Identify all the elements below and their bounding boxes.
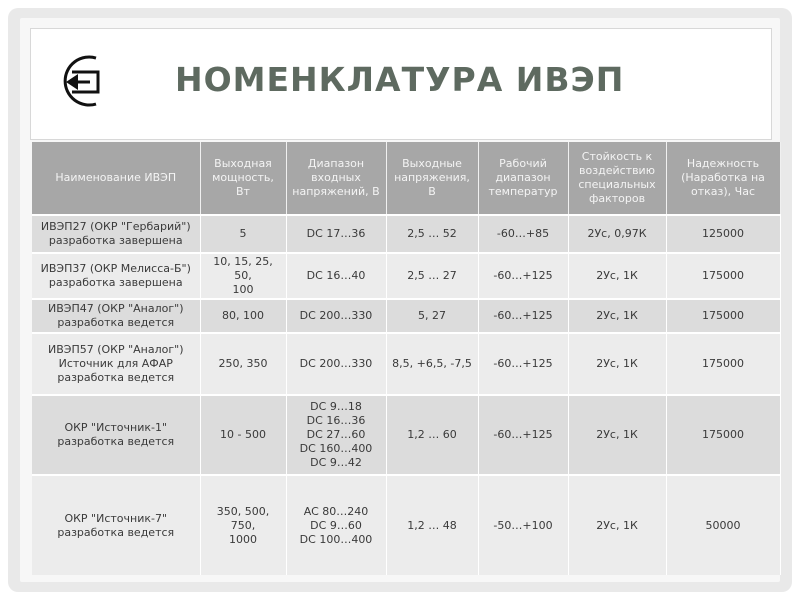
table-row <box>32 215 780 253</box>
cell-resistance: 2Ус, 0,97К <box>568 215 666 253</box>
cell-name-line: Источник для АФАР <box>58 357 173 370</box>
cell-name-line: разработка ведется <box>57 525 175 539</box>
table-row <box>32 299 780 333</box>
header-reliability: Надежность (Наработка на отказ), Час <box>666 142 780 215</box>
cell-output-voltage: 1,2 … 48 <box>386 475 478 575</box>
cell-name-line: ИВЭП27 (ОКР "Гербарий") <box>40 220 191 233</box>
cell-output-voltage: 2,5 … 27 <box>386 253 478 299</box>
header-resistance: Стойкость к воздействию специальных факторов <box>568 142 666 215</box>
cell-name-line: разработка ведется <box>57 435 175 448</box>
cell-input-voltage-line: DC 9…18 <box>310 400 362 413</box>
cell-output-voltage: 5, 27 <box>386 299 478 333</box>
cell-power-line: 10, 15, 25, 50, <box>213 255 273 282</box>
cell-name-line: разработка ведется <box>57 316 175 329</box>
cell-output-voltage: 8,5, +6,5, -7,5 <box>386 333 478 395</box>
cell-input-voltage-line: DC 16…36 <box>306 414 366 427</box>
cell-reliability: 50000 <box>666 475 780 575</box>
company-logo-arrow-icon <box>52 52 106 110</box>
cell-input-voltage <box>286 299 386 333</box>
cell-name-line: разработка завершена <box>48 276 183 289</box>
cell-reliability: 175000 <box>666 333 780 395</box>
cell-input-voltage <box>286 253 386 299</box>
table-header-row <box>32 142 780 215</box>
table-row <box>32 333 780 395</box>
cell-power-line: 350, 500, 750, <box>216 504 270 532</box>
cell-name-line: ИВЭП37 (ОКР Мелисса-Б") <box>40 262 191 275</box>
cell-input-voltage-line: DC 9…60 <box>310 518 362 532</box>
cell-temperature: -60…+85 <box>478 215 568 253</box>
cell-name <box>32 299 200 333</box>
cell-name <box>32 395 200 475</box>
cell-input-voltage-line: DC 16…40 <box>306 269 366 282</box>
cell-power-line: 250, 350 <box>218 357 268 370</box>
cell-power-line: 10 - 500 <box>220 428 266 441</box>
cell-power <box>200 299 286 333</box>
cell-power <box>200 253 286 299</box>
header-temperature: Рабочий диапазон температур <box>478 142 568 215</box>
header-power: Выходная мощность, Вт <box>200 142 286 215</box>
cell-name-line: разработка завершена <box>48 234 183 247</box>
cell-temperature: -50…+100 <box>478 475 568 575</box>
cell-reliability: 175000 <box>666 253 780 299</box>
cell-output-voltage: 2,5 … 52 <box>386 215 478 253</box>
cell-input-voltage <box>286 215 386 253</box>
cell-input-voltage <box>286 475 386 575</box>
table-row <box>32 253 780 299</box>
cell-input-voltage <box>286 395 386 475</box>
cell-temperature: -60…+125 <box>478 253 568 299</box>
cell-name-line: ИВЭП57 (ОКР "Аналог") <box>47 343 184 356</box>
cell-name-line: ИВЭП47 (ОКР "Аналог") <box>47 302 184 315</box>
cell-name <box>32 333 200 395</box>
nomenclature-table <box>32 142 781 575</box>
cell-input-voltage-line: DC 100…400 <box>299 532 373 546</box>
cell-reliability: 175000 <box>666 299 780 333</box>
header-input-voltage: Диапазон входных напряжений, В <box>286 142 386 215</box>
page-title: НОМЕНКЛАТУРА ИВЭП <box>175 60 625 99</box>
cell-resistance: 2Ус, 1К <box>568 475 666 575</box>
table-row <box>32 395 780 475</box>
header-output-voltage: Выходные напряжения, В <box>386 142 478 215</box>
cell-name <box>32 475 200 575</box>
cell-input-voltage-line: DC 9…42 <box>310 456 362 469</box>
cell-input-voltage-line: DC 27…60 <box>306 428 366 441</box>
cell-name <box>32 253 200 299</box>
cell-power <box>200 395 286 475</box>
cell-temperature: -60…+125 <box>478 395 568 475</box>
cell-input-voltage <box>286 333 386 395</box>
cell-input-voltage-line: DC 17…36 <box>306 227 366 240</box>
cell-power-line: 100 <box>232 283 254 296</box>
cell-reliability: 175000 <box>666 395 780 475</box>
cell-power <box>200 333 286 395</box>
cell-resistance: 2Ус, 1К <box>568 395 666 475</box>
cell-power <box>200 215 286 253</box>
cell-resistance: 2Ус, 1К <box>568 299 666 333</box>
cell-temperature: -60…+125 <box>478 333 568 395</box>
cell-power-line: 1000 <box>229 532 257 546</box>
cell-input-voltage-line: AC 80…240 <box>303 504 369 518</box>
cell-name-line: ОКР "Источник-1" <box>64 421 168 434</box>
cell-name-line: разработка ведется <box>57 371 175 384</box>
cell-input-voltage-line: DC 160…400 <box>299 442 373 455</box>
cell-reliability: 125000 <box>666 215 780 253</box>
cell-power-line: 80, 100 <box>222 309 264 322</box>
cell-name-line: ОКР "Источник-7" <box>64 511 168 525</box>
header-name: Наименование ИВЭП <box>32 142 200 215</box>
cell-output-voltage: 1,2 … 60 <box>386 395 478 475</box>
cell-name <box>32 215 200 253</box>
table-row <box>32 475 780 575</box>
cell-temperature: -60…+125 <box>478 299 568 333</box>
cell-resistance: 2Ус, 1К <box>568 253 666 299</box>
cell-power <box>200 475 286 575</box>
cell-power-line: 5 <box>239 227 247 240</box>
cell-input-voltage-line: DC 200…330 <box>299 309 373 322</box>
cell-resistance: 2Ус, 1К <box>568 333 666 395</box>
cell-input-voltage-line: DC 200…330 <box>299 357 373 370</box>
